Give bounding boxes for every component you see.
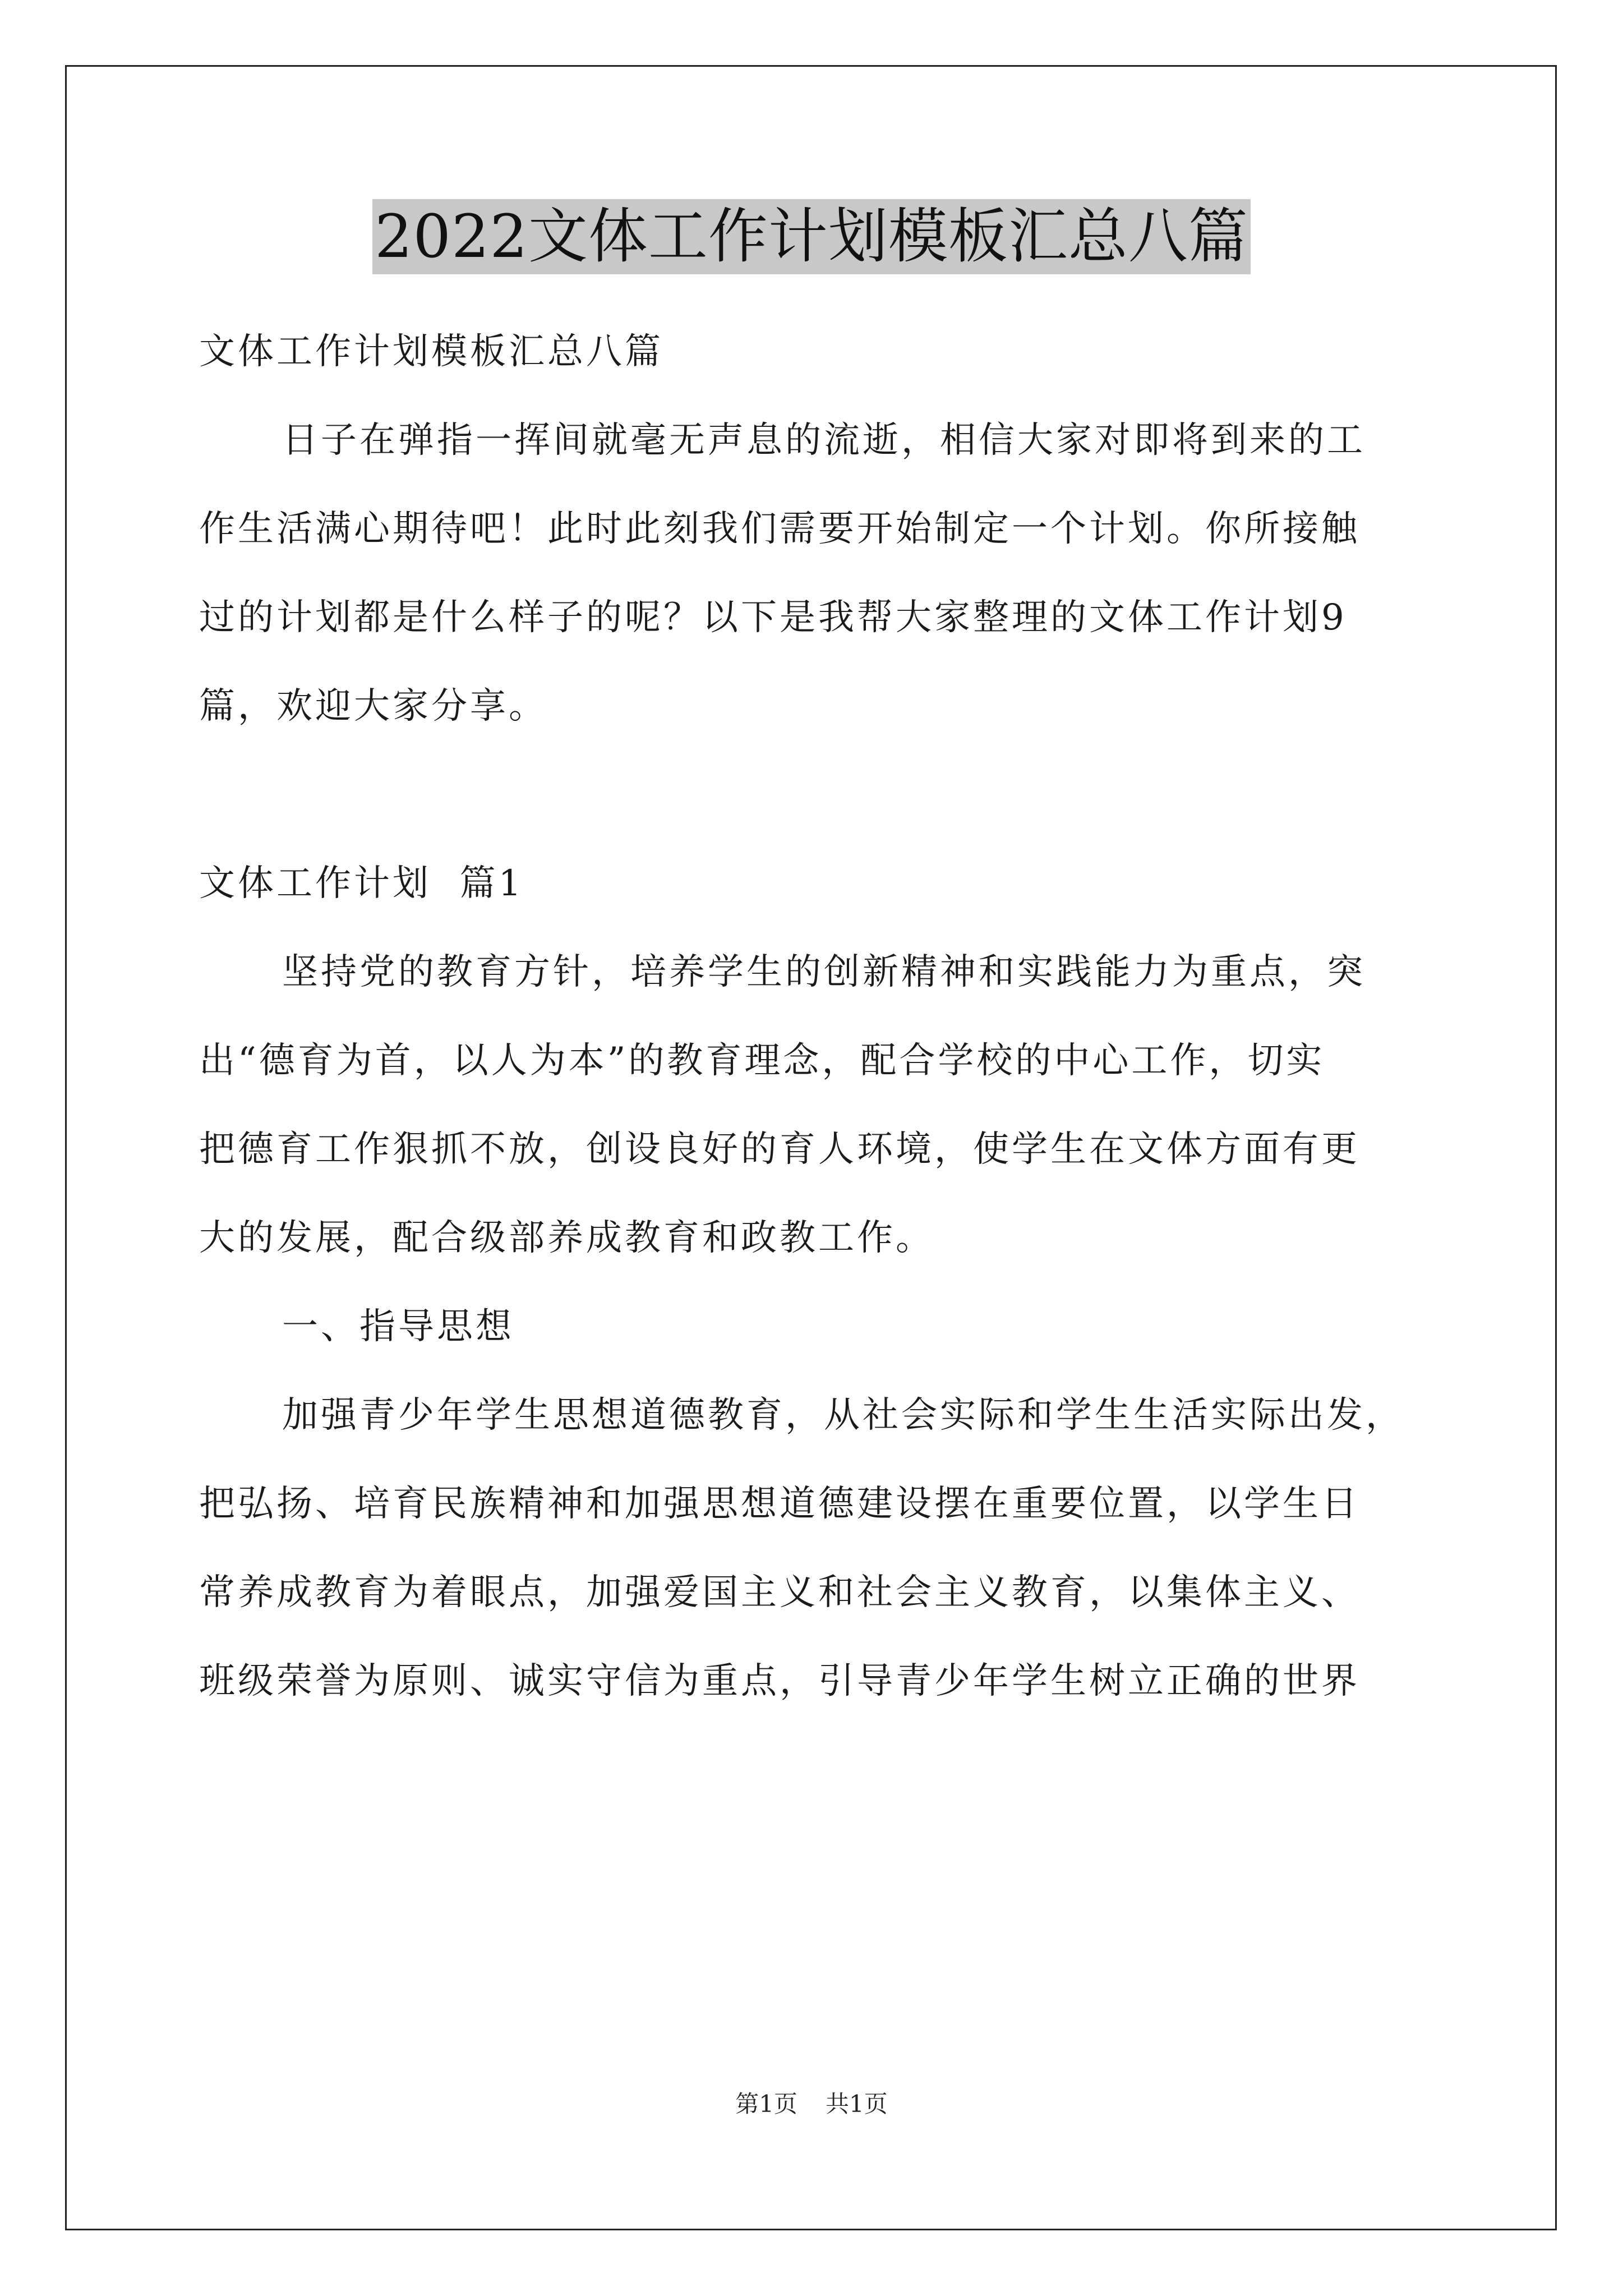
paragraph-line: 把德育工作狠抓不放，创设良好的育人环境，使学生在文体方面有更 [199,1129,1360,1170]
document-subtitle: 文体工作计划模板汇总八篇 [199,331,663,372]
subheading: 一、指导思想 [282,1306,514,1347]
page-footer [0,2086,1623,2119]
document-body [199,307,1472,1726]
page-number-total: 共1页 [826,2090,888,2118]
paragraph-line: 把弘扬、培育民族精神和加强思想道德建设摆在重要位置，以学生日 [199,1483,1360,1525]
paragraph-line: 常养成教育为着眼点，加强爱国主义和社会主义教育，以集体主义、 [199,1572,1360,1613]
intro-line: 日子在弹指一挥间就毫无声息的流逝，相信大家对即将到来的工 [282,420,1366,461]
paragraph-line: 出“德育为首，以人为本”的教育理念，配合学校的中心工作，切实 [199,1040,1325,1082]
section-heading: 文体工作计划 篇1 [199,863,524,904]
document-title: 2022文体工作计划模板汇总八篇 [372,199,1251,274]
paragraph-line: 加强青少年学生思想道德教育，从社会实际和学生生活实际出发， [282,1395,1404,1436]
paragraph-line: 班级荣誉为原则、诚实守信为重点，引导青少年学生树立正确的世界 [199,1660,1360,1702]
paragraph-line: 大的发展，配合级部养成教育和政教工作。 [199,1217,934,1259]
page-number-current: 第1页 [735,2090,797,2118]
intro-line: 作生活满心期待吧！此时此刻我们需要开始制定一个计划。你所接触 [199,508,1360,550]
intro-line: 过的计划都是什么样子的呢？以下是我帮大家整理的文体工作计划9 [199,597,1347,638]
paragraph-gap [199,751,1472,839]
paragraph-line: 坚持党的教育方针，培养学生的创新精神和实践能力为重点，突 [282,951,1366,993]
title-container [0,199,1623,274]
intro-line: 篇，欢迎大家分享。 [199,685,547,727]
